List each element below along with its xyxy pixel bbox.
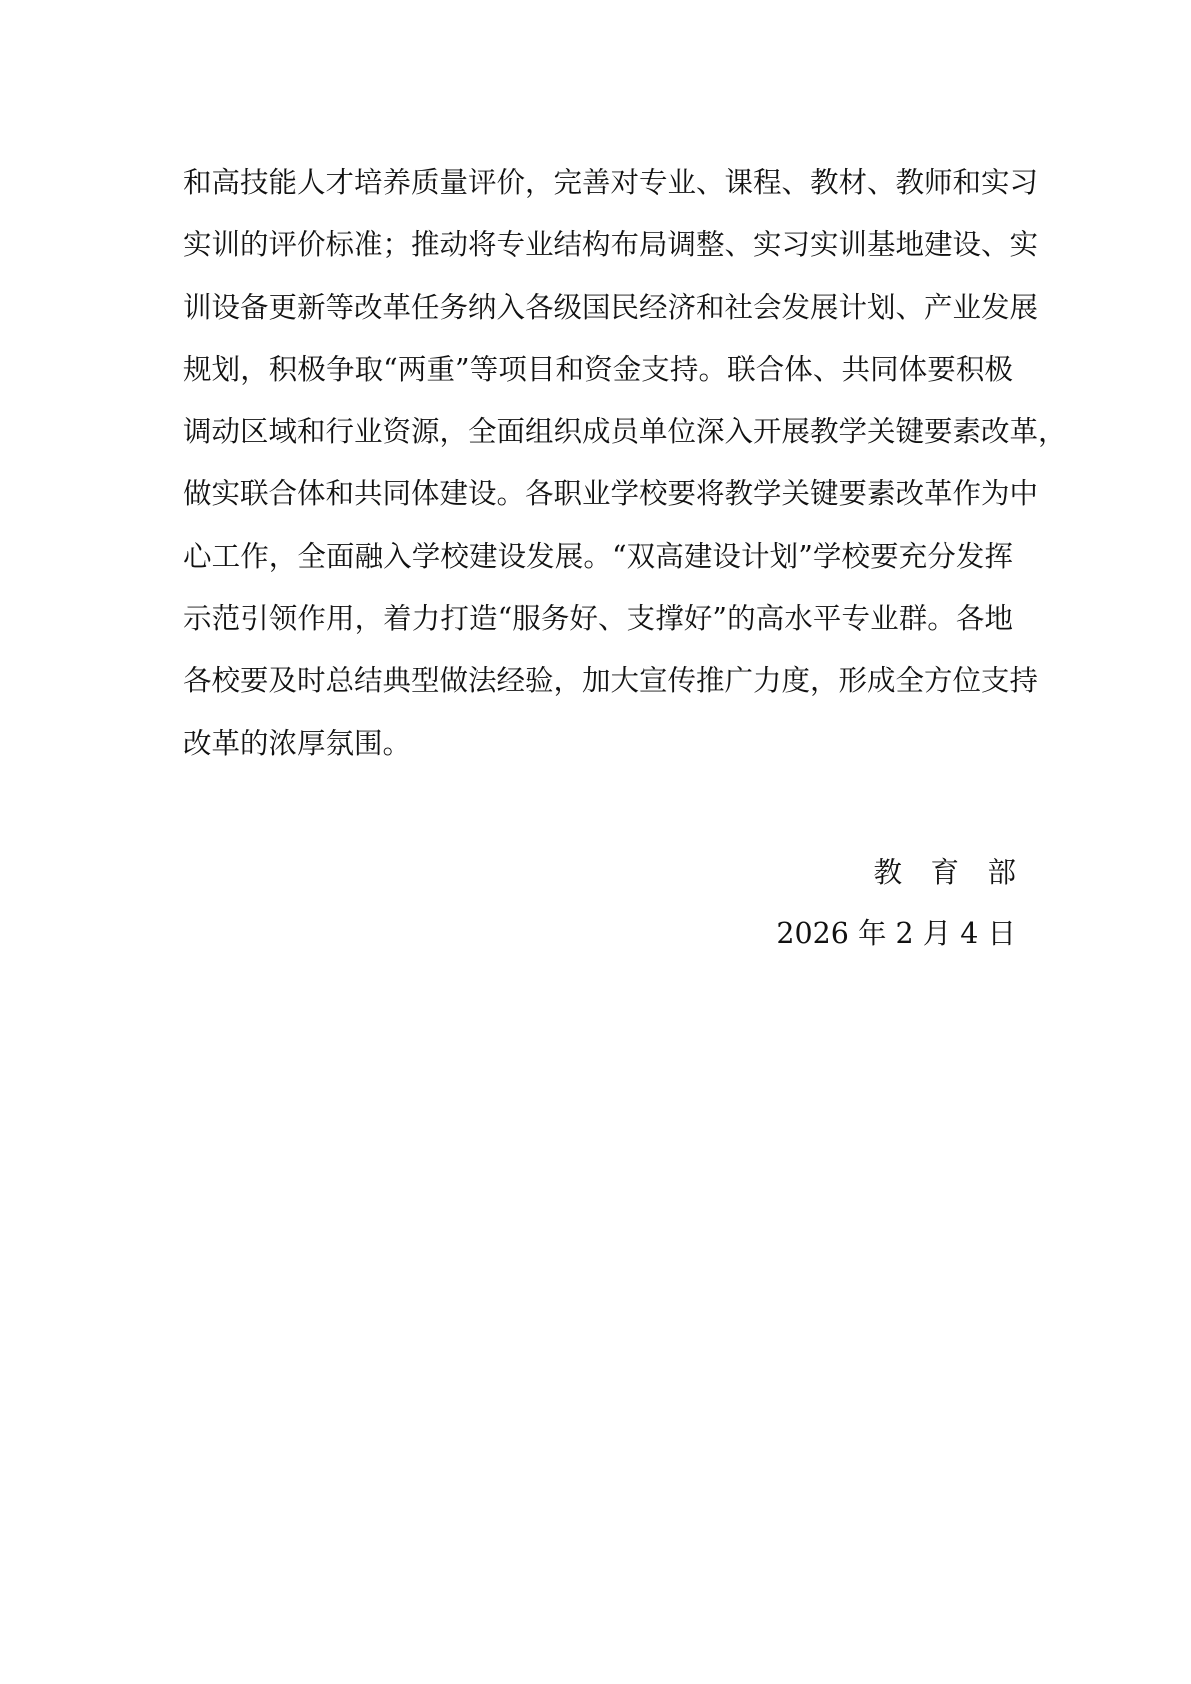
body-line: 改革的浓厚氛围。 <box>183 726 412 760</box>
issuer-signature: 教 育 部 <box>873 856 1016 889</box>
body-line: 示范引领作用，着力打造“服务好、支撑好”的高水平专业群。各地 <box>183 602 1013 636</box>
body-line: 心工作，全面融入学校建设发展。“双高建设计划”学校要充分发挥 <box>183 539 1013 573</box>
body-line: 实训的评价标准；推动将专业结构布局调整、实习实训基地建设、实 <box>183 228 1039 262</box>
body-paragraph <box>183 152 1067 775</box>
body-line: 和高技能人才培养质量评价，完善对专业、课程、教材、教师和实习 <box>183 166 1039 199</box>
body-line: 规划，积极争取“两重”等项目和资金支持。联合体、共同体要积极 <box>183 352 1013 386</box>
issue-date: 2026 年 2 月 4 日 <box>776 917 1016 950</box>
body-line: 各校要及时总结典型做法经验，加大宣传推广力度，形成全方位支持 <box>183 664 1039 698</box>
body-line: 做实联合体和共同体建设。各职业学校要将教学关键要素改革作为中 <box>183 477 1039 511</box>
body-line: 调动区域和行业资源，全面组织成员单位深入开展教学关键要素改革， <box>183 415 1067 449</box>
body-line: 训设备更新等改革任务纳入各级国民经济和社会发展计划、产业发展 <box>183 290 1039 324</box>
